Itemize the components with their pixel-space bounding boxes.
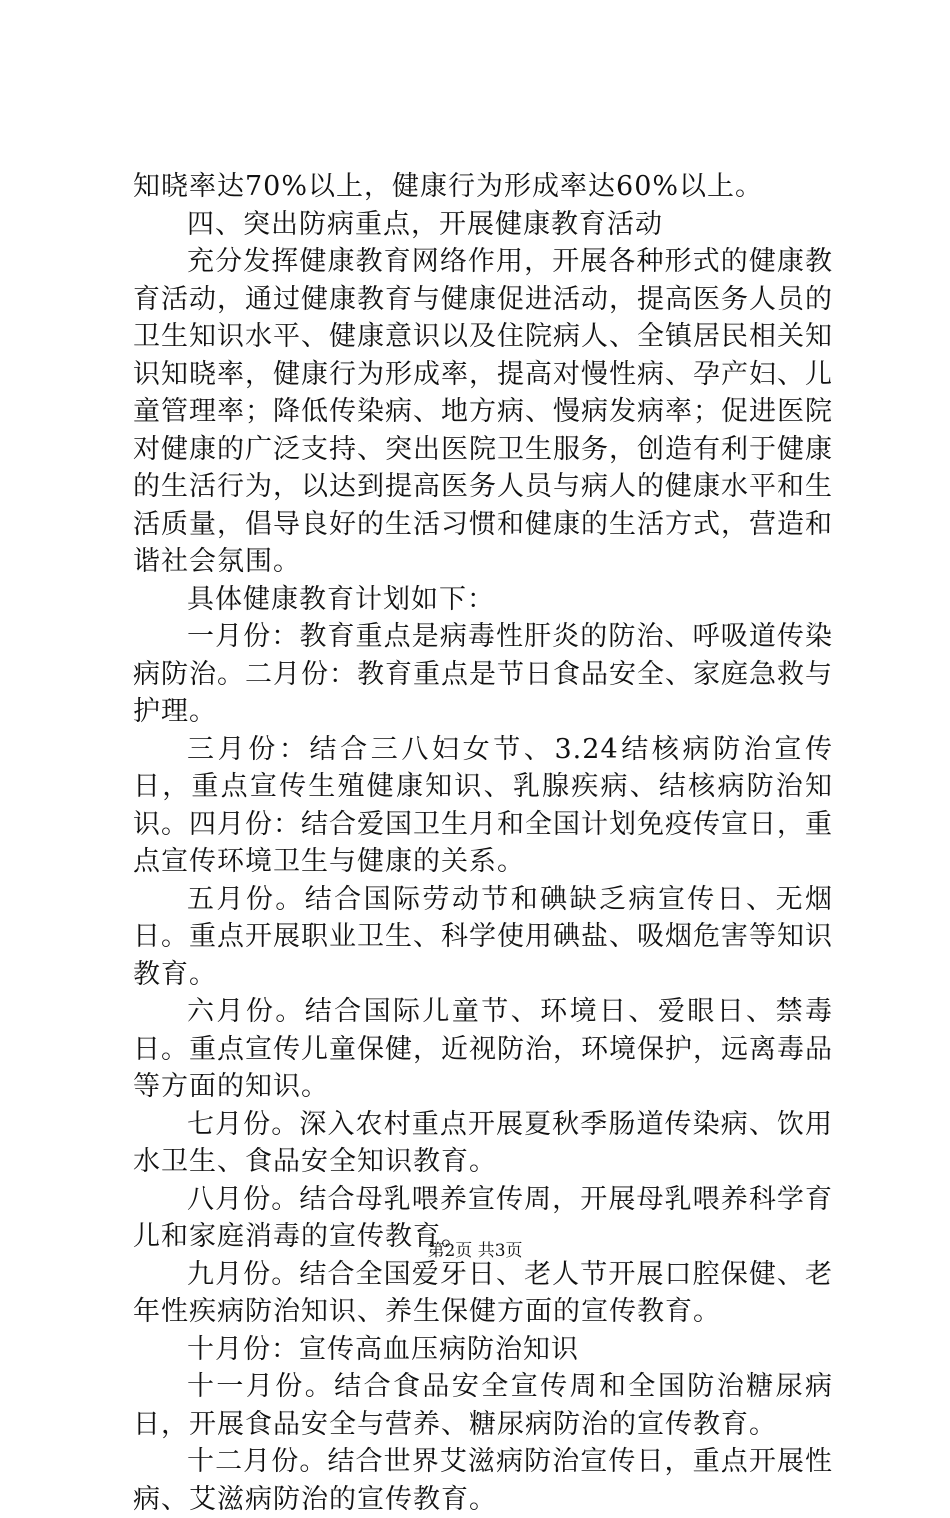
paragraph-dec: 十二月份。结合世界艾滋病防治宣传日，重点开展性病、艾滋病防治的宣传教育。 xyxy=(133,1446,833,1515)
paragraph-plan-lead: 具体健康教育计划如下： xyxy=(187,583,495,615)
paragraph-may: 五月份。结合国际劳动节和碘缺乏病宣传日、无烟日。重点开展职业卫生、科学使用碘盐、吸烟危害等知识教育。 xyxy=(133,883,833,990)
paragraph-oct: 十月份：宣传高血压病防治知识 xyxy=(187,1333,579,1365)
page-footer: 第2页 共3页 xyxy=(427,1241,523,1261)
paragraph-sep: 九月份。结合全国爱牙日、老人节开展口腔保健、老年性疾病防治知识、养生保健方面的宣传教育。 xyxy=(133,1258,833,1327)
document-body xyxy=(133,168,833,1518)
section-heading: 四、突出防病重点，开展健康教育活动 xyxy=(187,208,663,240)
paragraph-nov: 十一月份。结合食品安全宣传周和全国防治糖尿病日，开展食品安全与营养、糖尿病防治的宣传教育。 xyxy=(133,1371,833,1440)
paragraph-jul: 七月份。深入农村重点开展夏秋季肠道传染病、饮用水卫生、食品安全知识教育。 xyxy=(133,1108,833,1177)
paragraph-aug: 八月份。结合母乳喂养宣传周，开展母乳喂养科学育儿和家庭消毒的宣传教育。 xyxy=(133,1183,833,1252)
paragraph-intro: 充分发挥健康教育网络作用，开展各种形式的健康教育活动，通过健康教育与健康促进活动，提高医务人员的卫生知识水平、健康意识以及住院病人、全镇居民相关知识知晓率，健康行为形成率，提高对慢性病、孕产妇、儿童管理率；降低传染病、地方病、慢病发病率；促进医院对健康的广泛支持、突出医院卫生服务，创造有利于健康的生活行为，以达到提高医务人员与病人的健康水平和生活质量，倡导良好的生活习惯和健康的生活方式，营造和谐社会氛围。 xyxy=(133,246,833,577)
paragraph-mar-apr: 三月份：结合三八妇女节、3.24结核病防治宣传日，重点宣传生殖健康知识、乳腺疾病、结核病防治知识。四月份：结合爱国卫生月和全国计划免疫传宣日，重点宣传环境卫生与健康的关系。 xyxy=(133,733,833,877)
paragraph-jun: 六月份。结合国际儿童节、环境日、爱眼日、禁毒日。重点宣传儿童保健，近视防治，环境保护，远离毒品等方面的知识。 xyxy=(133,996,833,1102)
paragraph-continuation: 知晓率达70%以上，健康行为形成率达60%以上。 xyxy=(133,171,764,202)
paragraph-jan-feb: 一月份：教育重点是病毒性肝炎的防治、呼吸道传染病防治。二月份：教育重点是节日食品安全、家庭急救与护理。 xyxy=(133,621,833,727)
